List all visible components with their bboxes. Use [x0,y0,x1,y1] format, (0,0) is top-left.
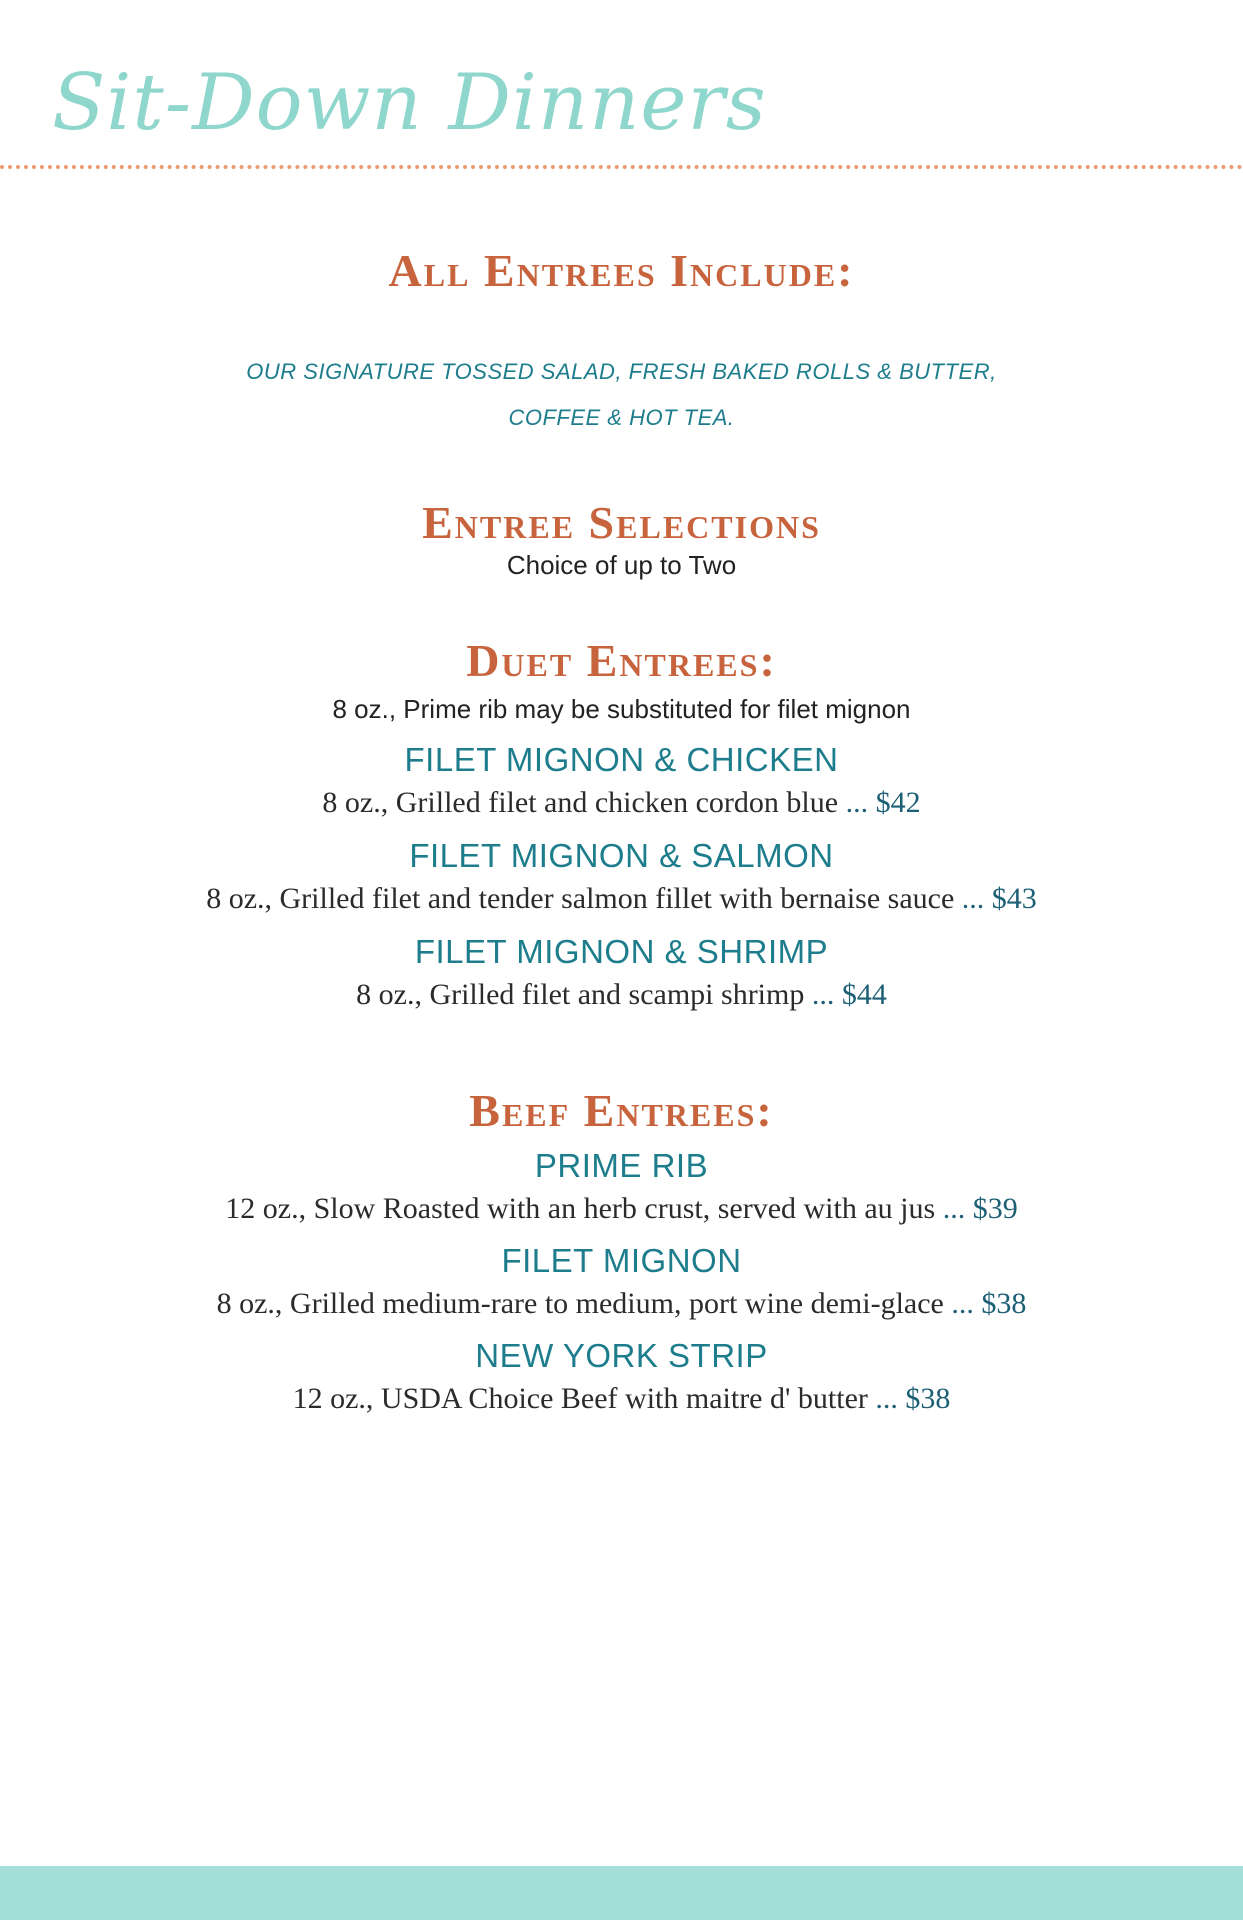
item-price: $42 [875,786,921,819]
item-description-line [0,980,1243,1010]
beef-section [0,1085,1243,1136]
menu-item [0,839,1243,872]
footer-band [0,1866,1243,1920]
duet-note: 8 oz., Prime rib may be substituted for filet mignon [332,694,911,724]
item-dots: ... [811,978,835,1011]
item-description-line [0,1289,1243,1319]
item-name: FILET MIGNON & SALMON [409,837,834,874]
item-dots: ... [942,1192,966,1225]
item-dots: ... [845,786,869,819]
item-name: FILET MIGNON [501,1242,742,1279]
menu-item [0,1149,1243,1182]
item-description: 8 oz., Grilled filet and scampi shrimp [356,978,805,1011]
includes-line-2: COFFEE & HOT TEA. [508,405,735,430]
menu-item [0,1339,1243,1372]
item-description-line [0,884,1243,914]
page-title: Sit-Down Dinners [52,58,767,148]
menu-item [0,1244,1243,1277]
item-description: 12 oz., Slow Roasted with an herb crust, served with au jus [225,1192,936,1225]
item-name: FILET MIGNON & SHRIMP [414,933,829,970]
item-price: $38 [981,1287,1027,1320]
menu-item-desc-row [0,1384,1243,1414]
menu-item-desc-row [0,788,1243,818]
duet-note-wrap [0,694,1243,725]
item-dots: ... [875,1382,898,1415]
selections-section [0,497,1243,548]
item-description: 12 oz., USDA Choice Beef with maitre d' butter [292,1382,868,1415]
duet-heading: Duet Entrees: [466,635,777,686]
includes-line-1: OUR SIGNATURE TOSSED SALAD, FRESH BAKED ROLLS & BUTTER, [246,359,997,384]
menu-item-desc-row [0,1289,1243,1319]
item-description-line [0,1194,1243,1224]
item-price: $38 [905,1382,951,1415]
item-dots: ... [951,1287,974,1320]
dotted-divider [0,165,1243,169]
item-price: $39 [972,1192,1018,1225]
selections-heading: Entree Selections [422,497,821,548]
beef-heading: Beef Entrees: [469,1085,774,1136]
selections-note-wrap [0,550,1243,581]
item-description: 8 oz., Grilled filet and tender salmon fillet with bernaise sauce [206,882,955,915]
item-description: 8 oz., Grilled filet and chicken cordon blue [322,786,839,819]
menu-item-desc-row [0,980,1243,1010]
includes-heading: All Entrees Include: [388,245,855,296]
selections-note: Choice of up to Two [506,550,737,580]
item-description-line [0,788,1243,818]
includes-note [0,349,1243,441]
item-description-line [0,1384,1243,1414]
item-price: $44 [841,978,887,1011]
item-price: $43 [991,882,1037,915]
menu-item-desc-row [0,884,1243,914]
menu-item [0,935,1243,968]
menu-item [0,743,1243,776]
item-dots: ... [961,882,985,915]
item-description: 8 oz., Grilled medium-rare to medium, port wine demi-glace [216,1287,944,1320]
menu-item-desc-row [0,1194,1243,1224]
duet-section [0,635,1243,686]
includes-section [0,245,1243,296]
item-name: PRIME RIB [534,1147,709,1184]
item-name: NEW YORK STRIP [475,1337,768,1374]
item-name: FILET MIGNON & CHICKEN [404,741,839,778]
